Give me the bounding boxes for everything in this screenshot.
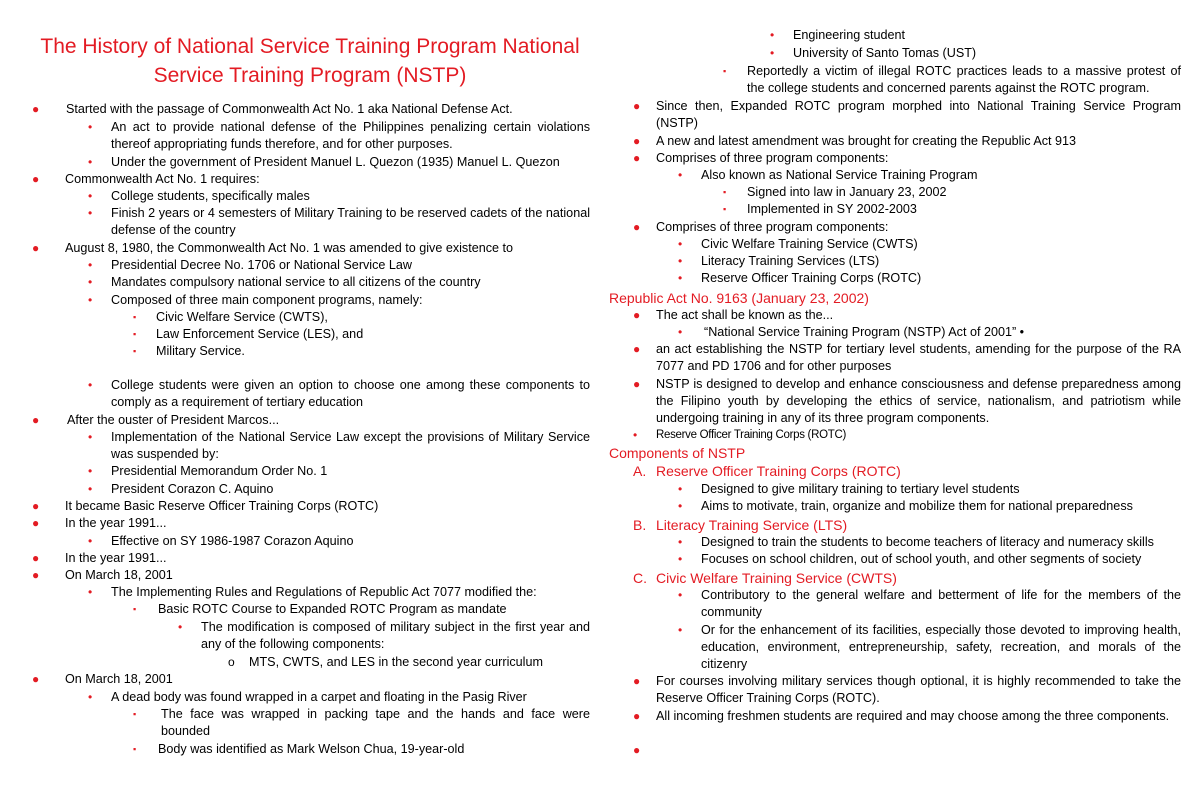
list-letter: A.	[633, 463, 647, 479]
bullet-dot-icon: ●	[32, 241, 40, 255]
bullet-dot-icon: ●	[32, 551, 40, 565]
bullet-dot-icon: ●	[32, 102, 40, 116]
bullet-dot-icon: •	[678, 325, 683, 339]
bullet-dot-icon: •	[88, 275, 93, 289]
bullet-square-icon: ▪	[723, 187, 727, 197]
page-title: The History of National Service Training Program National Service Training Program (NSTP)	[40, 35, 580, 87]
bullet-dot-icon: •	[88, 293, 93, 307]
bullet-dot-icon: •	[88, 464, 93, 478]
bullet-dot-icon: ●	[633, 99, 641, 113]
list-item: All incoming freshmen students are required and may choose among the three components.	[656, 709, 1170, 723]
list-item: Started with the passage of Commonwealth Act No. 1 aka National Defense Act.	[66, 102, 513, 116]
list-item: Implementation of the National Service Law except the provisions of Military Service was suspended by:	[111, 430, 590, 461]
list-item: Signed into law in January 23, 2002	[747, 185, 947, 199]
list-item: University of Santo Tomas (UST)	[793, 46, 977, 60]
list-item: Reportedly a victim of illegal ROTC practices leads to a massive protest of the college students and concerned parents against the ROTC program.	[747, 64, 1181, 95]
list-item: It became Basic Reserve Officer Training Corps (ROTC)	[65, 499, 379, 513]
list-item: An act to provide national defense of the Philippines penalizing certain violations thereof appropriating funds therefore, and for other purposes.	[111, 120, 590, 151]
bullet-dot-icon: •	[88, 206, 93, 220]
bullet-square-icon: ▪	[133, 744, 137, 754]
section-heading: Republic Act No. 9163 (January 23, 2002)	[609, 290, 869, 306]
bullet-dot-icon: •	[88, 378, 93, 392]
bullet-dot-icon: •	[678, 237, 683, 251]
list-item: Mandates compulsory national service to all citizens of the country	[111, 275, 481, 289]
bullet-dot-icon: ●	[633, 674, 641, 688]
list-item: Civic Welfare Training Service (CWTS)	[701, 237, 918, 251]
list-item: In the year 1991...	[65, 551, 167, 565]
bullet-square-icon: ▪	[723, 66, 727, 76]
list-item: Effective on SY 1986-1987 Corazon Aquino	[111, 534, 354, 548]
list-item: On March 18, 2001	[65, 568, 173, 582]
list-item: MTS, CWTS, and LES in the second year curriculum	[249, 655, 543, 669]
list-item: In the year 1991...	[65, 516, 167, 530]
list-item: Or for the enhancement of its facilities, especially those devoted to improving health, education, environment, entrepreneurship, safety, recreation, and morals of the citizenry	[701, 623, 1181, 671]
list-item: NSTP is designed to develop and enhance consciousness and defense preparedness among the Filipino youth by developing the ethics of service, nationalism, and patriotism while undergoing training in any of its three program components.	[656, 377, 1181, 425]
component-heading: Reserve Officer Training Corps (ROTC)	[656, 463, 901, 479]
bullet-dot-icon: •	[88, 155, 93, 169]
list-item: Presidential Memorandum Order No. 1	[111, 464, 328, 478]
list-item: Reserve Officer Training Corps (ROTC)	[701, 271, 922, 285]
list-item: College students, specifically males	[111, 189, 310, 203]
bullet-dot-icon: ●	[633, 342, 641, 356]
bullet-dot-icon: ●	[633, 743, 641, 757]
list-item: Under the government of President Manuel L. Quezon (1935) Manuel L. Quezon	[111, 155, 560, 169]
list-item: Body was identified as Mark Welson Chua, 19-year-old	[158, 742, 465, 756]
list-item: Aims to motivate, train, organize and mobilize them for national preparedness	[701, 499, 1133, 513]
list-item: The modification is composed of military subject in the first year and any of the following components:	[201, 620, 590, 651]
bullet-dot-icon: •	[88, 258, 93, 272]
bullet-square-icon: ▪	[133, 329, 137, 339]
section-heading: Components of NSTP	[609, 445, 746, 461]
list-item: Law Enforcement Service (LES), and	[156, 327, 364, 341]
bullet-dot-icon: •	[678, 499, 683, 513]
list-item: On March 18, 2001	[65, 672, 173, 686]
bullet-dot-icon: ●	[32, 516, 40, 530]
list-item: College students were given an option to choose one among these components to comply as a requirement of tertiary education	[111, 378, 590, 409]
list-item: Comprises of three program components:	[656, 220, 889, 234]
list-item: Since then, Expanded ROTC program morphed into National Training Service Program (NSTP)	[656, 99, 1181, 130]
list-item: After the ouster of President Marcos...	[67, 413, 280, 427]
bullet-dot-icon: ●	[32, 499, 40, 513]
list-item: Comprises of three program components:	[656, 151, 889, 165]
bullet-dot-icon: ●	[633, 220, 641, 234]
bullet-dot-icon: ●	[32, 568, 40, 582]
list-item: President Corazon C. Aquino	[111, 482, 274, 496]
list-item: Designed to train the students to become teachers of literacy and numeracy skills	[701, 535, 1154, 549]
component-heading: Literacy Training Service (LTS)	[656, 517, 848, 533]
bullet-dot-icon: ●	[633, 377, 641, 391]
list-item: Finish 2 years or 4 semesters of Military Training to be reserved cadets of the national defense of the country	[111, 206, 590, 237]
list-item: Literacy Training Services (LTS)	[701, 254, 880, 268]
bullet-dot-icon: •	[88, 189, 93, 203]
bullet-square-icon: ▪	[133, 709, 137, 719]
bullet-dot-icon: ●	[32, 172, 40, 186]
list-item: The face was wrapped in packing tape and the hands and face were bounded	[161, 707, 590, 738]
component-heading: Civic Welfare Training Service (CWTS)	[656, 570, 897, 586]
bullet-dot-icon: ●	[32, 672, 40, 686]
list-item: Basic ROTC Course to Expanded ROTC Program as mandate	[158, 602, 507, 616]
bullet-dot-icon: •	[678, 552, 683, 566]
bullet-dot-icon: •	[770, 46, 775, 60]
list-item: A new and latest amendment was brought for creating the Republic Act 913	[656, 134, 1077, 148]
list-item: For courses involving military services though optional, it is highly recommended to take the Reserve Officer Training Corps (ROTC).	[656, 674, 1181, 705]
bullet-dot-icon: •	[88, 482, 93, 496]
bullet-square-icon: ▪	[133, 604, 137, 614]
bullet-dot-icon: •	[678, 271, 683, 285]
bullet-dot-icon: •	[678, 168, 683, 182]
bullet-dot-icon: •	[678, 254, 683, 268]
list-item: Civic Welfare Service (CWTS),	[156, 310, 328, 324]
bullet-square-icon: ▪	[133, 346, 137, 356]
bullet-dot-icon: •	[678, 588, 683, 602]
list-item: Reserve Officer Training Corps (ROTC)	[656, 429, 846, 441]
list-item: Contributory to the general welfare and betterment of life for the members of the community	[701, 588, 1181, 619]
list-item: an act establishing the NSTP for tertiary level students, amending for the purpose of the RA 7077 and PD 1706 and for other purposes	[656, 342, 1181, 373]
bullet-dot-icon: •	[678, 535, 683, 549]
list-letter: C.	[633, 570, 647, 586]
list-item: Focuses on school children, out of school youth, and other segments of society	[701, 552, 1142, 566]
list-item: August 8, 1980, the Commonwealth Act No. 1 was amended to give existence to	[65, 241, 514, 255]
bullet-square-icon: ▪	[133, 312, 137, 322]
bullet-dot-icon: •	[678, 623, 683, 637]
bullet-circle-icon: o	[228, 655, 235, 669]
bullet-square-icon: ▪	[723, 204, 727, 214]
bullet-dot-icon: ●	[633, 709, 641, 723]
bullet-dot-icon: •	[633, 428, 638, 442]
list-item: “National Service Training Program (NSTP) Act of 2001” •	[704, 325, 1025, 339]
bullet-dot-icon: •	[88, 120, 93, 134]
list-item: Designed to give military training to tertiary level students	[701, 482, 1020, 496]
list-item: A dead body was found wrapped in a carpet and floating in the Pasig River	[111, 690, 527, 704]
bullet-dot-icon: •	[178, 620, 183, 634]
list-item: Implemented in SY 2002-2003	[747, 202, 917, 216]
list-item: Composed of three main component programs, namely:	[111, 293, 423, 307]
bullet-dot-icon: •	[88, 534, 93, 548]
list-item: Military Service.	[156, 344, 245, 358]
list-letter: B.	[633, 517, 647, 533]
list-item: Also known as National Service Training Program	[701, 168, 978, 182]
bullet-dot-icon: •	[88, 430, 93, 444]
bullet-dot-icon: •	[88, 585, 93, 599]
bullet-dot-icon: •	[770, 28, 775, 42]
bullet-dot-icon: ●	[633, 308, 641, 322]
list-item: Commonwealth Act No. 1 requires:	[65, 172, 260, 186]
list-item: The Implementing Rules and Regulations of Republic Act 7077 modified the:	[111, 585, 537, 599]
list-item: The act shall be known as the...	[656, 308, 834, 322]
list-item: Presidential Decree No. 1706 or National Service Law	[111, 258, 413, 272]
bullet-dot-icon: •	[88, 690, 93, 704]
bullet-dot-icon: ●	[633, 151, 641, 165]
list-item: Engineering student	[793, 28, 906, 42]
bullet-dot-icon: •	[678, 482, 683, 496]
bullet-dot-icon: ●	[633, 134, 641, 148]
bullet-dot-icon: ●	[32, 413, 40, 427]
